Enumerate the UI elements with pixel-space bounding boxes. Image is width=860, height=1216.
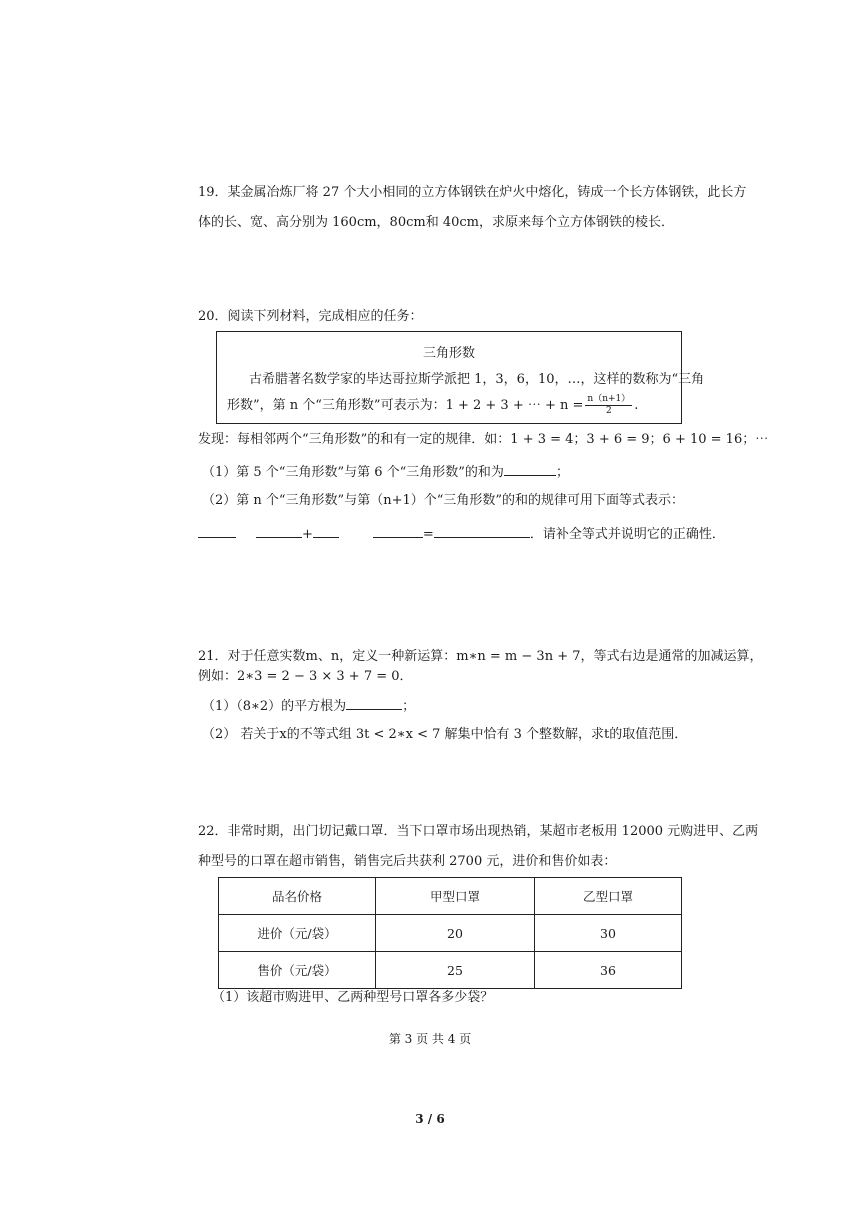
q19-line-2: 体的长、宽、高分别为 160cm，80cm和 40cm，求原来每个立方体钢铁的棱长． bbox=[198, 215, 674, 230]
q20-part-1-end: ； bbox=[555, 465, 569, 480]
formula-fraction bbox=[585, 394, 632, 417]
table-cell: 36 bbox=[535, 952, 682, 989]
fraction-numerator: n（n+1） bbox=[587, 394, 631, 404]
page-number: 3 / 6 bbox=[415, 1112, 445, 1126]
table-header-cell: 乙型口罩 bbox=[535, 878, 682, 915]
page-footer: 第 3 页 共 4 页 bbox=[388, 1032, 472, 1046]
material-formula-text: 形数”，第 n 个“三角形数”可表示为：1 + 2 + 3 + ⋯ + n = bbox=[227, 398, 584, 413]
table-header-row bbox=[219, 878, 682, 915]
table-header-cell: 甲型口罩 bbox=[376, 878, 535, 915]
table-header-cell: 品名价格 bbox=[219, 878, 376, 915]
fraction-denominator: 2 bbox=[605, 406, 612, 416]
table-cell: 30 bbox=[535, 915, 682, 952]
equation-blank-1[interactable] bbox=[198, 523, 236, 538]
price-table bbox=[218, 877, 682, 989]
material-box-line-1: 古希腊著名数学家的毕达哥拉斯学派把 1，3，6，10，…，这样的数称为“三角 bbox=[249, 372, 705, 387]
equation-plus: + bbox=[302, 527, 313, 542]
q20-part-1-text: （1）第 5 个“三角形数”与第 6 个“三角形数”的和为 bbox=[202, 465, 504, 480]
table-cell: 20 bbox=[376, 915, 535, 952]
q20-equation-line bbox=[198, 523, 725, 545]
q21-line-2: 例如：2∗3 = 2 − 3 × 3 + 7 = 0． bbox=[198, 669, 413, 684]
table-cell: 进价（元/袋） bbox=[219, 915, 376, 952]
q22-line-1: 22．非常时期，出门切记戴口罩．当下口罩市场出现热销，某超市老板用 12000 元购进甲、乙两 bbox=[198, 824, 759, 839]
material-formula-end: . bbox=[634, 398, 639, 413]
q21-part-1 bbox=[202, 695, 415, 717]
q20-part-1 bbox=[202, 461, 569, 483]
equation-blank-5[interactable] bbox=[434, 523, 530, 538]
q21-line-1: 21．对于任意实数m、n，定义一种新运算：m∗n = m − 3n + 7，等式右边是通常的加减运算， bbox=[198, 649, 763, 664]
q21-part-2: （2） 若关于x的不等式组 3t < 2∗x < 7 解集中恰有 3 个整数解，求t的取值范围． bbox=[202, 727, 688, 742]
equation-blank-4[interactable] bbox=[373, 523, 423, 538]
equation-blank-3[interactable] bbox=[313, 523, 339, 538]
answer-blank[interactable] bbox=[346, 695, 402, 710]
material-box-line-2 bbox=[227, 394, 638, 417]
equation-equals: = bbox=[422, 527, 434, 542]
q20-intro: 20．阅读下列材料，完成相应的任务： bbox=[198, 309, 423, 324]
material-box-title: 三角形数 bbox=[422, 346, 475, 361]
q19-line-1: 19．某金属冶炼厂将 27 个大小相同的立方体钢铁在炉火中熔化，铸成一个长方体钢铁，此长方 bbox=[198, 185, 747, 200]
table-row bbox=[219, 952, 682, 989]
q22-part-1: （1）该超市购进甲、乙两种型号口罩各多少袋？ bbox=[212, 990, 494, 1005]
q20-discover: 发现：每相邻两个“三角形数”的和有一定的规律．如：1 + 3 = 4；3 + 6 = 9；6 + 10 = 16；⋯ bbox=[198, 432, 769, 447]
q22-line-2: 种型号的口罩在超市销售，销售完后共获利 2700 元，进价和售价如表： bbox=[198, 854, 617, 869]
table-cell: 售价（元/袋） bbox=[219, 952, 376, 989]
answer-blank[interactable] bbox=[504, 461, 556, 476]
q21-part-1-end: ； bbox=[402, 699, 416, 714]
table-cell: 25 bbox=[376, 952, 535, 989]
equation-tail: ．请补全等式并说明它的正确性． bbox=[529, 527, 725, 542]
q21-part-1-text: （1）（8∗2）的平方根为 bbox=[202, 699, 347, 714]
equation-blank-2[interactable] bbox=[256, 523, 302, 538]
q20-part-2: （2）第 n 个“三角形数”与第（n+1）个“三角形数”的和的规律可用下面等式表示： bbox=[202, 493, 685, 508]
material-box bbox=[216, 331, 705, 424]
table-row bbox=[219, 915, 682, 952]
